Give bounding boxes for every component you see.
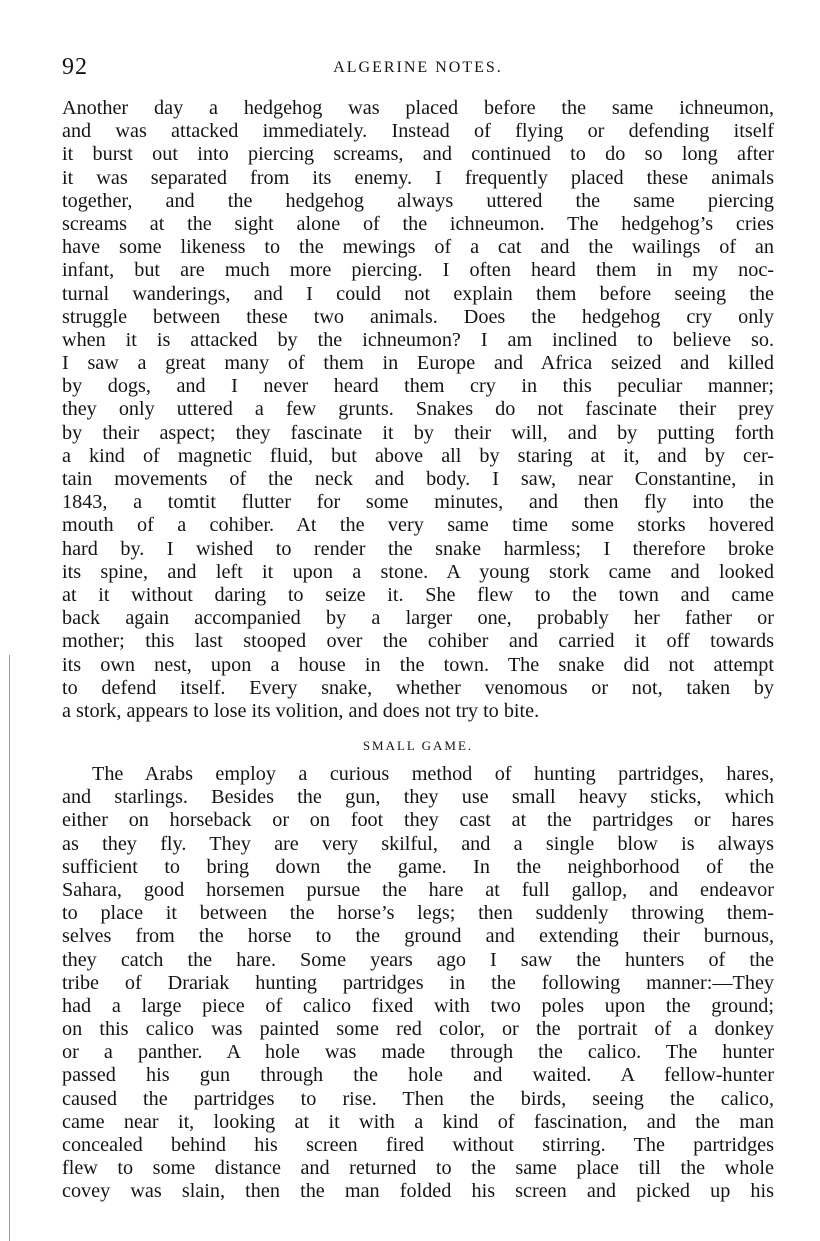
text-line: caused the partridges to rise. Then the birds, seeing the calico, [62, 1087, 774, 1110]
page-edge-line [9, 655, 10, 1241]
text-line: by dogs, and I never heard them cry in this peculiar manner; [62, 375, 774, 398]
text-line: had a large piece of calico fixed with two poles upon the ground; [62, 994, 774, 1017]
text-line: sufficient to bring down the game. In the neighborhood of the [62, 855, 774, 878]
text-line: tain movements of the neck and body. I saw, near Constantine, in [62, 468, 774, 490]
text-line: or a panther. A hole was made through the calico. The hunter [62, 1041, 774, 1064]
paragraph-small-game [62, 763, 774, 1204]
text-line: screams at the sight alone of the ichneumon. The hedgehog’s cries [62, 212, 774, 235]
text-line: they catch the hare. Some years ago I saw the hunters of the [62, 948, 774, 971]
text-line: together, and the hedgehog always uttered the same piercing [62, 189, 774, 212]
text-line: and was attacked immediately. Instead of flying or defending itself [62, 120, 774, 143]
text-line: either on horseback or on foot they cast at the partridges or hares [62, 809, 774, 832]
page-number: 92 [62, 54, 88, 80]
text-line: infant, but are much more piercing. I often heard them in my noc- [62, 259, 774, 282]
page-header [62, 52, 774, 86]
paragraph-hedgehog-snakes [62, 97, 774, 723]
text-line: mother; this last stooped over the cohiber and carried it off towards [62, 630, 774, 653]
text-line: have some likeness to the mewings of a cat and the wailings of an [62, 236, 774, 259]
text-line: it was separated from its enemy. I frequently placed these animals [62, 166, 774, 189]
text-line: by their aspect; they fascinate it by their will, and by putting forth [62, 421, 774, 444]
text-line: mouth of a cohiber. At the very same time some storks hovered [62, 514, 774, 537]
text-line: Sahara, good horsemen pursue the hare at full gallop, and endeavor [62, 878, 774, 901]
text-line: to place it between the horse’s legs; then suddenly throwing them- [62, 902, 774, 925]
text-line: its spine, and left it upon a stone. A young stork came and looked [62, 560, 774, 583]
section-heading: SMALL GAME. [362, 738, 474, 753]
text-line: on this calico was painted some red color, or the portrait of a donkey [62, 1018, 774, 1041]
text-line: covey was slain, then the man folded his screen and picked up his [62, 1180, 774, 1203]
text-line: it burst out into piercing screams, and continued to do so long after [62, 143, 774, 166]
text-line: struggle between these two animals. Does the hedgehog cry only [62, 305, 774, 328]
text-line: a kind of magnetic fluid, but above all by staring at it, and by cer- [62, 444, 774, 467]
text-line: came near it, looking at it with a kind of fascination, and the man [62, 1110, 774, 1133]
text-line: and starlings. Besides the gun, they use small heavy sticks, which [62, 786, 774, 809]
text-line: as they fly. They are very skilful, and a single blow is always [62, 832, 774, 855]
text-line: when it is attacked by the ichneumon? I am inclined to believe so. [62, 328, 774, 351]
text-line: back again accompanied by a larger one, probably her father or [62, 607, 774, 630]
text-line: a stork, appears to lose its volition, and does not try to bite. [62, 699, 540, 722]
running-head: ALGERINE NOTES. [333, 59, 503, 76]
text-line: tribe of Drariak hunting partridges in the following manner:—They [62, 971, 774, 994]
text-line: passed his gun through the hole and waited. A fellow-hunter [62, 1064, 774, 1087]
text-line: The Arabs employ a curious method of hunting partridges, hares, [92, 763, 774, 785]
text-line: concealed behind his screen fired without stirring. The partridges [62, 1134, 774, 1156]
text-line: hard by. I wished to render the snake harmless; I therefore broke [62, 537, 774, 560]
text-line: at it without daring to seize it. She flew to the town and came [62, 583, 774, 606]
text-line: flew to some distance and returned to the same place till the whole [62, 1157, 774, 1180]
text-line: turnal wanderings, and I could not explain them before seeing the [62, 282, 774, 305]
text-line: I saw a great many of them in Europe and Africa seized and killed [62, 352, 774, 375]
text-line: to defend itself. Every snake, whether venomous or not, taken by [62, 676, 774, 699]
text-line: Another day a hedgehog was placed before the same ichneumon, [62, 97, 774, 119]
text-line: its own nest, upon a house in the town. The snake did not attempt [62, 653, 774, 676]
text-line: they only uttered a few grunts. Snakes do not fascinate their prey [62, 398, 774, 421]
text-line: 1843, a tomtit flutter for some minutes, and then fly into the [62, 491, 774, 514]
text-line: selves from the horse to the ground and extending their burnous, [62, 925, 774, 948]
